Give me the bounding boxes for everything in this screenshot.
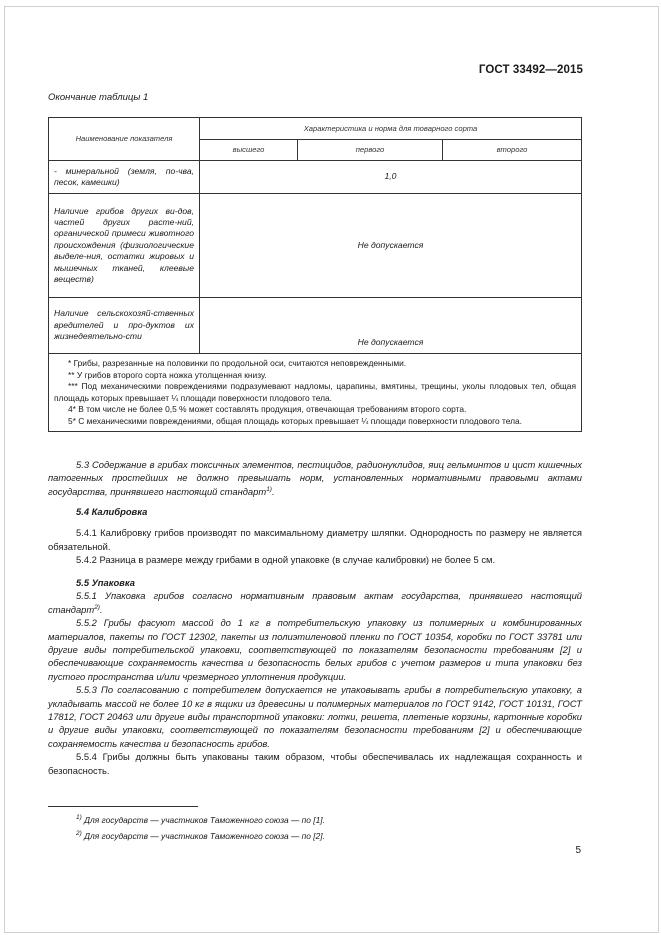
table-notes [49, 354, 582, 432]
grade-header-first: первого [298, 140, 443, 161]
row-name: Наличие грибов других ви-дов, частей других расте-ний, органической примеси животного происхождения (физиологические выделе-ния, остатки жировых и мышечных тканей, клеевые веществ) [49, 194, 200, 298]
table-row [49, 161, 582, 194]
page-number: 5 [575, 845, 581, 856]
paragraph-5-4-2: 5.4.2 Разница в размере между грибами в одной упаковке (в случае калибровки) не более 5 см. [76, 554, 496, 566]
footnotes [76, 812, 325, 844]
body-section-5-3 [48, 458, 582, 498]
table-note: * Грибы, разрезанные на половинки по продольной оси, считаются неповрежденными. [68, 358, 407, 368]
table-note: 4* В том числе не более 0,5 % может составлять продукция, отвечающая требованиям второго сорта. [68, 404, 467, 415]
paragraph-5-4-1: 5.4.1 Калибровку грибов производят по максимальному диаметру шляпки. Однородность по размеру не является обязательной. [48, 527, 582, 552]
footnote-divider [48, 806, 198, 807]
footnote-ref: 1) [266, 485, 272, 493]
heading-5-4: 5.4 Калибровка [76, 506, 148, 517]
paragraph-5-5-4: 5.5.4 Грибы должны быть упакованы таким образом, чтобы обеспечивалась их надлежащая сохранность и безопасность. [48, 751, 582, 776]
table-note: ** У грибов второго сорта ножка утолщенная книзу. [68, 369, 267, 380]
heading-5-5: 5.5 Упаковка [76, 577, 135, 588]
body-section-5-4 [48, 505, 582, 567]
footnote-ref: 2) [94, 603, 100, 611]
row-name: Наличие сельскохозяй-ственных вредителей и про-дуктов их жизнедеятельно-сти [49, 298, 200, 354]
paragraph-5-5-1: 5.5.1 Упаковка грибов согласно нормативным правовым актам государства, принявшего настоящий стандарт$^{2)}$. [48, 590, 582, 615]
row-value: 1,0 [200, 161, 582, 194]
paragraph-5-5-3: 5.5.3 По согласованию с потребителем допускается не упаковывать грибы в потребительскую упаковку, а укладывать массой не более 10 кг в ящики из древесины и полимерных материалов по ГОСТ 9142, ГОСТ 10131, ГОСТ 17812, ГОСТ 20463 или другие виды транспортной упаковки: лотки, решета, плетеные корзины, картонные коробки и другие виды упаковки, соответствующей по показателям безопасности требованиям [2] и обеспечивающие сохраняемость качества и безопасность грибов. [48, 684, 582, 749]
table-note: *** Под механическими повреждениями подразумевают надломы, царапины, вмятины, трещины, уколы плодовых тел, общая площадь которых превышает ¼ площади поверхности плодового тела. [54, 381, 576, 403]
paragraph-5-5-2: 5.5.2 Грибы фасуют массой до 1 кг в потребительскую упаковку из полимерных и комбинированных материалов, пакеты по ГОСТ 12302, пакеты из полиэтиленовой пленки по ГОСТ 10354, коробки по ГОСТ 33781 или другие виды потребительской упаковки, соответствующей по показателям безопасности требованиям [2] и обеспечивающие сохраняемость качества и безопасность белых грибов с учетом размеров и типа упаковки без пустого пространства и/или чрезмерного уплотнения продукции. [48, 617, 582, 682]
footnote-item: $^{1)}$ Для государств — участников Таможенного союза — по [1]. [76, 814, 325, 825]
grade-header-top: высшего [200, 140, 298, 161]
row-value: Не допускается [200, 298, 582, 354]
paragraph-5-3: 5.3 Содержание в грибах токсичных элементов, пестицидов, радионуклидов, яиц гельминтов и цист кишечных патогенных простейших не должно превышать норм, установленных нормативными правовыми актами государства, принявшего настоящий стандарт$^{1)}$. [48, 459, 582, 497]
table-row [49, 194, 582, 298]
row-name: - минеральной (земля, по-чва, песок, камешки) [49, 161, 200, 194]
col-group-header: Характеристика и норма для товарного сорта [200, 118, 582, 140]
grade-header-second: второго [443, 140, 582, 161]
footnote-item: $^{2)}$ Для государств — участников Таможенного союза — по [2]. [76, 830, 325, 841]
body-section-5-5 [48, 576, 582, 777]
spec-table [48, 117, 582, 432]
standard-number: ГОСТ 33492—2015 [478, 64, 583, 76]
col-name-header: Наименование показателя [49, 118, 200, 161]
row-value: Не допускается [200, 194, 582, 298]
table-caption: Окончание таблицы 1 [48, 92, 149, 103]
table-row [49, 298, 582, 354]
table-note: 5* С механическими повреждениями, общая площадь которых превышает ¼ площади поверхности плодового тела. [68, 415, 522, 426]
